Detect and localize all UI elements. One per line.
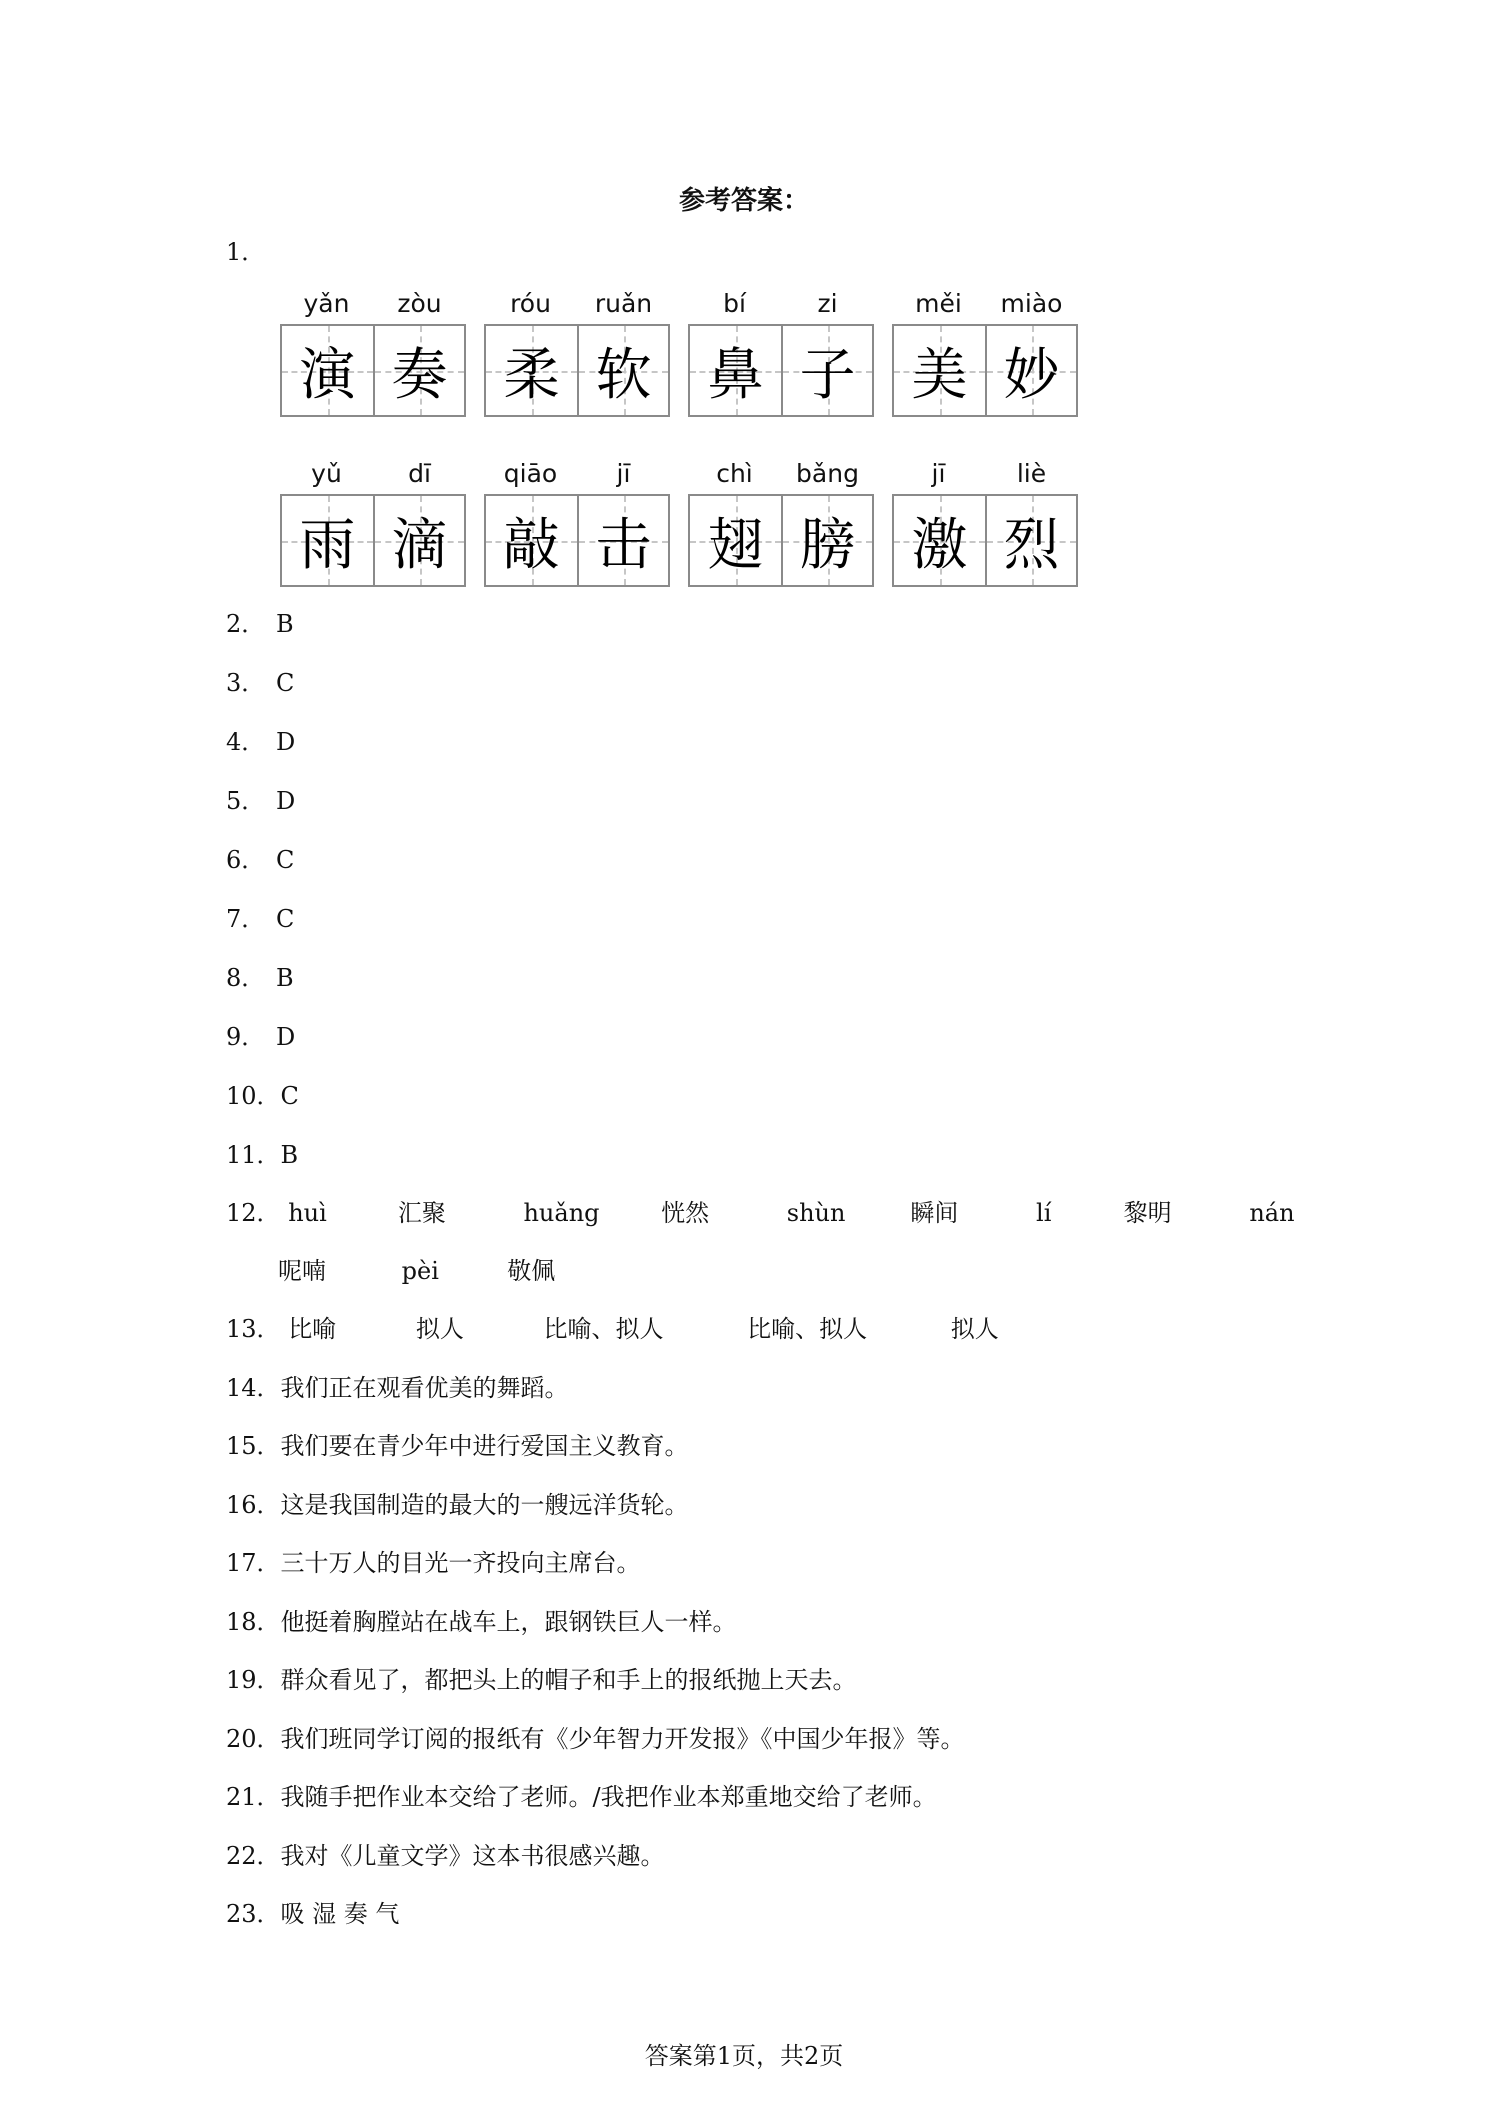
hanzi: 雨 <box>299 512 356 578</box>
rhetoric-answer: 拟人 <box>415 1315 464 1343</box>
hanzi: 柔 <box>503 342 560 408</box>
question-number: 8． <box>226 964 266 992</box>
pinyin-label: qiāo <box>503 459 558 488</box>
pinyin-label: zi <box>817 289 838 318</box>
tianzige-cell <box>373 326 464 415</box>
answer-text: 吸 湿 奏 气 <box>280 1900 400 1928</box>
word-answer: 黎明 <box>1123 1199 1172 1227</box>
grid-word <box>688 288 874 418</box>
pinyin-label: bí <box>723 289 746 318</box>
grid-word <box>688 458 874 588</box>
tianzige-box <box>688 324 874 417</box>
answer-line <box>226 1606 737 1638</box>
pinyin-label: jī <box>616 459 631 488</box>
hanzi: 子 <box>799 342 856 408</box>
question-number: 16． <box>226 1491 281 1519</box>
rhetoric-answer: 比喻、拟人 <box>543 1315 664 1343</box>
pinyin-answer: pèi <box>401 1257 439 1285</box>
pinyin-label: liè <box>1016 459 1047 488</box>
answer-line <box>226 1489 689 1521</box>
word-answer: 瞬间 <box>910 1199 959 1227</box>
pinyin-answer: shùn <box>786 1199 846 1227</box>
grid-word <box>484 288 670 418</box>
answer-line <box>226 1781 937 1813</box>
hanzi: 膀 <box>799 512 856 578</box>
hanzi: 滴 <box>391 512 448 578</box>
answer-text: B <box>276 964 294 992</box>
grid-word <box>280 288 466 418</box>
hanzi: 妙 <box>1003 342 1060 408</box>
answer-line <box>226 1664 857 1696</box>
word-answer: 恍然 <box>661 1199 710 1227</box>
question-number: 5． <box>226 787 266 815</box>
answer-line <box>226 1080 299 1112</box>
hanzi: 烈 <box>1003 512 1060 578</box>
question-number: 15． <box>226 1432 281 1460</box>
pinyin-label: miào <box>1000 289 1063 318</box>
question-number: 1． <box>226 238 266 266</box>
hanzi: 奏 <box>391 342 448 408</box>
pinyin-label: bǎng <box>796 459 859 488</box>
answer-line-12 <box>226 1197 1295 1229</box>
hanzi: 击 <box>595 512 652 578</box>
pinyin-answer: huì <box>288 1199 327 1227</box>
word-answer: 呢喃 <box>278 1257 326 1285</box>
question-number: 11． <box>226 1141 281 1169</box>
answer-line-12-continued <box>278 1255 555 1287</box>
answer-line <box>226 903 294 935</box>
pinyin-label: yǎn <box>303 289 350 318</box>
question-number: 18． <box>226 1608 281 1636</box>
hanzi: 鼻 <box>707 342 764 408</box>
answer-line <box>226 667 294 699</box>
question-number: 13． <box>226 1315 281 1343</box>
answer-text: 我们班同学订阅的报纸有《少年智力开发报》《中国少年报》等。 <box>280 1725 965 1753</box>
question-number: 4． <box>226 728 266 756</box>
answer-line <box>226 1372 569 1404</box>
answer-text: 三十万人的目光一齐投向主席台。 <box>280 1549 641 1577</box>
question-number: 17． <box>226 1549 281 1577</box>
tianzige-cell <box>282 496 373 585</box>
answer-text: C <box>276 846 295 874</box>
tianzige-box <box>280 494 466 587</box>
pinyin-answer: lí <box>1036 1199 1052 1227</box>
pinyin-answer: huǎng <box>523 1199 600 1227</box>
tianzige-cell <box>690 326 781 415</box>
pinyin-label: yǔ <box>311 459 342 488</box>
tianzige-cell <box>577 496 668 585</box>
answer-line <box>226 844 294 876</box>
question-1-label <box>226 236 276 268</box>
pinyin-label: jī <box>931 459 946 488</box>
answer-line-13 <box>226 1313 999 1345</box>
page-title: 参考答案： <box>678 186 809 216</box>
tianzige-box <box>892 494 1078 587</box>
question-number: 2． <box>226 610 266 638</box>
rhetoric-answer: 比喻、拟人 <box>747 1315 868 1343</box>
tianzige-cell <box>985 326 1076 415</box>
question-number: 10． <box>226 1082 281 1110</box>
answer-line <box>226 1430 689 1462</box>
tianzige-cell <box>282 326 373 415</box>
hanzi: 翅 <box>707 512 764 578</box>
tianzige-box <box>280 324 466 417</box>
tianzige-cell <box>781 326 872 415</box>
answer-text: B <box>280 1141 299 1169</box>
hanzi: 软 <box>595 342 652 408</box>
question-number: 23． <box>226 1900 281 1928</box>
question-number: 7． <box>226 905 266 933</box>
pinyin-answer: nán <box>1249 1199 1295 1227</box>
tianzige-box <box>484 324 670 417</box>
word-answer: 敬佩 <box>507 1257 556 1285</box>
question-number: 9． <box>226 1023 266 1051</box>
answer-line <box>226 1021 295 1053</box>
answer-line <box>226 1898 399 1930</box>
tianzige-cell <box>894 496 985 585</box>
tianzige-cell <box>486 496 577 585</box>
hanzi: 美 <box>911 342 968 408</box>
answer-line <box>226 1547 641 1579</box>
answer-text: D <box>276 1023 296 1051</box>
pinyin-label: zòu <box>397 289 442 318</box>
tianzige-cell <box>577 326 668 415</box>
answer-text: 我们正在观看优美的舞蹈。 <box>280 1374 569 1402</box>
answer-text: C <box>280 1082 299 1110</box>
question-number: 21． <box>226 1783 281 1811</box>
answer-text: D <box>276 787 296 815</box>
tianzige-box <box>688 494 874 587</box>
question-number: 14． <box>226 1374 281 1402</box>
answer-text: 我随手把作业本交给了老师。/我把作业本郑重地交给了老师。 <box>280 1783 937 1811</box>
rhetoric-answer: 拟人 <box>950 1315 999 1343</box>
tianzige-cell <box>690 496 781 585</box>
answer-text: 他挺着胸膛站在战车上，跟钢铁巨人一样。 <box>280 1608 737 1636</box>
answer-line <box>226 1840 665 1872</box>
answer-text: 这是我国制造的最大的一艘远洋货轮。 <box>280 1491 689 1519</box>
word-answer: 汇聚 <box>397 1199 446 1227</box>
answer-text: B <box>276 610 294 638</box>
hanzi: 激 <box>911 512 968 578</box>
answer-text: 我们要在青少年中进行爱国主义教育。 <box>280 1432 689 1460</box>
answer-text: 群众看见了，都把头上的帽子和手上的报纸抛上天去。 <box>280 1666 857 1694</box>
rhetoric-answer: 比喻 <box>288 1315 337 1343</box>
grid-word <box>892 458 1078 588</box>
answer-line <box>226 785 295 817</box>
answer-text: D <box>276 728 296 756</box>
question-number: 20． <box>226 1725 281 1753</box>
answer-text: C <box>276 905 295 933</box>
pinyin-label: dī <box>408 459 431 488</box>
tianzige-cell <box>373 496 464 585</box>
grid-word <box>892 288 1078 418</box>
tianzige-cell <box>781 496 872 585</box>
answer-line <box>226 1139 298 1171</box>
pinyin-label: měi <box>915 289 962 318</box>
question-number: 12． <box>226 1199 281 1227</box>
hanzi: 演 <box>299 342 356 408</box>
grid-word <box>484 458 670 588</box>
question-number: 22． <box>226 1842 281 1870</box>
tianzige-cell <box>894 326 985 415</box>
pinyin-label: róu <box>510 289 551 318</box>
tianzige-box <box>484 494 670 587</box>
question-number: 19． <box>226 1666 281 1694</box>
page-footer: 答案第1页，共2页 <box>644 2042 844 2070</box>
tianzige-box <box>892 324 1078 417</box>
answer-text: C <box>276 669 295 697</box>
answer-line <box>226 726 295 758</box>
pinyin-label: ruǎn <box>594 289 653 318</box>
answer-text: 我对《儿童文学》这本书很感兴趣。 <box>280 1842 665 1870</box>
answer-line <box>226 608 294 640</box>
answer-line <box>226 962 294 994</box>
tianzige-cell <box>486 326 577 415</box>
question-number: 6． <box>226 846 266 874</box>
answer-line <box>226 1723 965 1755</box>
pinyin-label: chì <box>716 459 753 488</box>
grid-word <box>280 458 466 588</box>
hanzi: 敲 <box>503 512 560 578</box>
tianzige-cell <box>985 496 1076 585</box>
question-number: 3． <box>226 669 266 697</box>
